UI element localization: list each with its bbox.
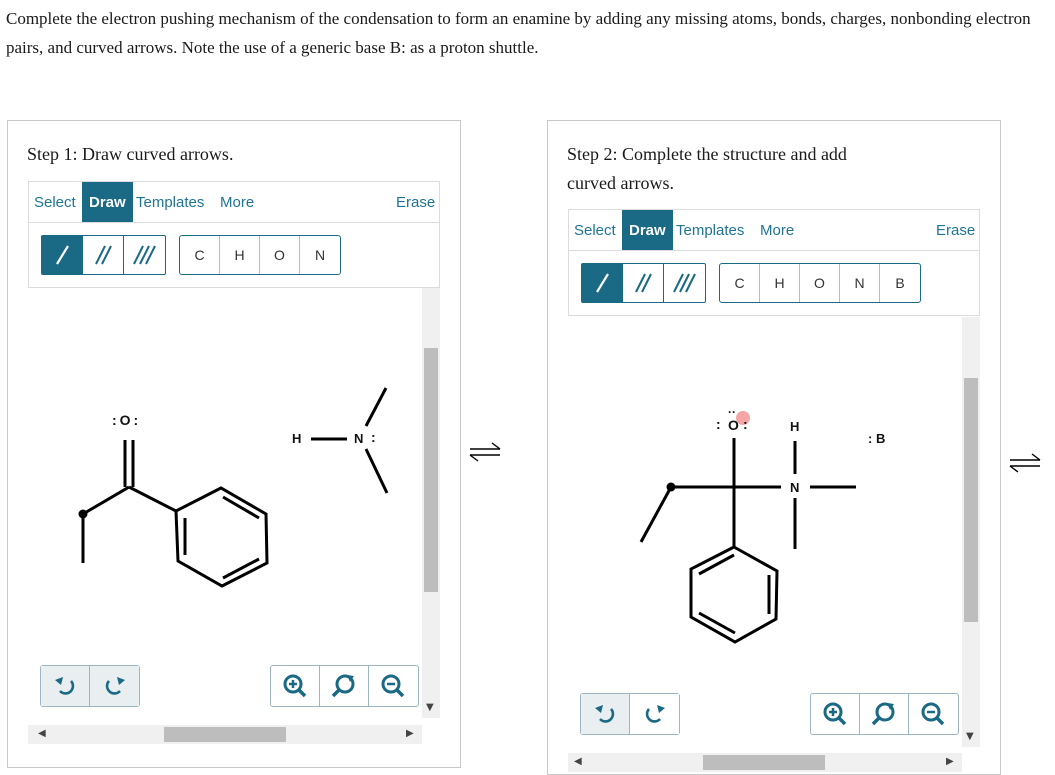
step2-title: Step 2: Complete the structure and add curved arrows.: [567, 144, 847, 193]
amine-lone-pair: :: [371, 429, 376, 445]
amine-nitrogen-label: N: [354, 431, 364, 446]
step1-molecule: [28, 288, 422, 718]
step2-menubar: [568, 209, 980, 251]
step2-horizontal-scrollbar[interactable]: [568, 753, 962, 772]
atom-n-button[interactable]: N: [840, 264, 880, 302]
svg-text::: :: [743, 416, 748, 432]
step1-more-menu[interactable]: More: [220, 194, 255, 211]
atom-n-button[interactable]: N: [314, 247, 326, 263]
step1-vertical-scrollbar[interactable]: [422, 288, 440, 718]
triple-bond-icon[interactable]: [124, 236, 165, 274]
zoom-out-icon[interactable]: [909, 694, 958, 734]
atom-b-button[interactable]: B: [895, 275, 905, 291]
step2-erase-button[interactable]: Erase: [936, 222, 976, 239]
redo-icon[interactable]: [90, 666, 139, 706]
single-bond-icon[interactable]: [42, 236, 83, 274]
step2-panel: [547, 120, 1001, 775]
zoom-reset-icon[interactable]: [860, 694, 909, 734]
question-text: Complete the electron pushing mechanism of the condensation to form an enamine by adding any missing atoms, bonds, charges, nonbonding electron pairs, and curved arrows. Note the use of a generic base B: as a proton shuttle.: [6, 9, 1031, 57]
base-label: : B: [868, 431, 886, 446]
atom-c-button[interactable]: C: [720, 264, 760, 302]
step1-templates-menu[interactable]: Templates: [136, 194, 205, 211]
undo-icon[interactable]: [41, 666, 90, 706]
step2-toolbar: [568, 250, 980, 316]
step1-zoom-group: [270, 665, 419, 707]
equilibrium-arrow-icon: [1008, 452, 1042, 474]
triple-bond-icon[interactable]: [664, 264, 705, 302]
step2-vertical-scrollbar[interactable]: [962, 317, 980, 747]
step1-vertical-scroll-thumb[interactable]: [424, 348, 438, 592]
double-bond-icon[interactable]: [623, 264, 664, 302]
step1-erase-button[interactable]: Erase: [396, 194, 436, 211]
step2-more-menu[interactable]: More: [760, 222, 795, 239]
undo-icon[interactable]: [581, 694, 630, 734]
step1-atom-group: [179, 235, 341, 275]
double-bond-icon[interactable]: [83, 236, 124, 274]
step2-vertical-scroll-thumb[interactable]: [964, 378, 978, 622]
svg-text:··: ··: [728, 405, 736, 419]
step2-bond-group: [581, 263, 706, 303]
step1-bond-group: [41, 235, 166, 275]
atom-h-button[interactable]: H: [220, 236, 260, 274]
step2-templates-menu[interactable]: Templates: [676, 222, 745, 239]
step1-panel: [7, 120, 461, 768]
step1-history-group: [40, 665, 140, 707]
step1-toolbar: [28, 222, 440, 288]
equilibrium-arrow-icon: [468, 441, 502, 463]
step2-atom-group: [719, 263, 921, 303]
scroll-down-icon[interactable]: ▼: [966, 731, 974, 742]
single-bond-icon[interactable]: [582, 264, 623, 302]
atom-c-button[interactable]: C: [180, 236, 220, 274]
redo-icon[interactable]: [630, 694, 679, 734]
carbonyl-oxygen-label: :O:: [112, 412, 142, 428]
scroll-left-icon[interactable]: ◀: [38, 728, 46, 739]
zoom-out-icon[interactable]: [369, 666, 418, 706]
ammonium-nitrogen-label: N: [790, 480, 800, 495]
step2-draw-menu[interactable]: Draw: [622, 210, 673, 251]
step2-select-menu[interactable]: Select: [574, 222, 616, 239]
scroll-left-icon[interactable]: ◀: [574, 756, 582, 767]
step2-history-group: [580, 693, 680, 735]
zoom-reset-icon[interactable]: [320, 666, 369, 706]
atom-o-button[interactable]: O: [260, 236, 300, 274]
amine-hydrogen-label: H: [292, 431, 302, 446]
atom-h-button[interactable]: H: [760, 264, 800, 302]
step2-horizontal-scroll-thumb[interactable]: [703, 755, 825, 770]
step1-horizontal-scrollbar[interactable]: [28, 725, 422, 744]
step2-molecule: [568, 317, 962, 747]
alkoxide-oxygen-label: O: [728, 417, 739, 433]
step2-zoom-group: [810, 693, 959, 735]
step1-select-menu[interactable]: Select: [34, 194, 76, 211]
step1-canvas[interactable]: [28, 288, 422, 718]
step1-menubar: [28, 181, 440, 223]
step1-horizontal-scroll-thumb[interactable]: [164, 727, 286, 742]
zoom-in-icon[interactable]: [811, 694, 860, 734]
ammonium-hydrogen-label: H: [790, 419, 800, 434]
zoom-in-icon[interactable]: [271, 666, 320, 706]
scroll-right-icon[interactable]: ▶: [406, 728, 414, 739]
scroll-down-icon[interactable]: ▼: [426, 702, 434, 713]
svg-text::: :: [716, 416, 721, 432]
scroll-right-icon[interactable]: ▶: [946, 756, 954, 767]
atom-o-button[interactable]: O: [800, 264, 840, 302]
step1-title: Step 1: Draw curved arrows.: [27, 144, 234, 164]
step1-draw-menu[interactable]: Draw: [82, 182, 133, 223]
step2-canvas[interactable]: [568, 317, 962, 747]
